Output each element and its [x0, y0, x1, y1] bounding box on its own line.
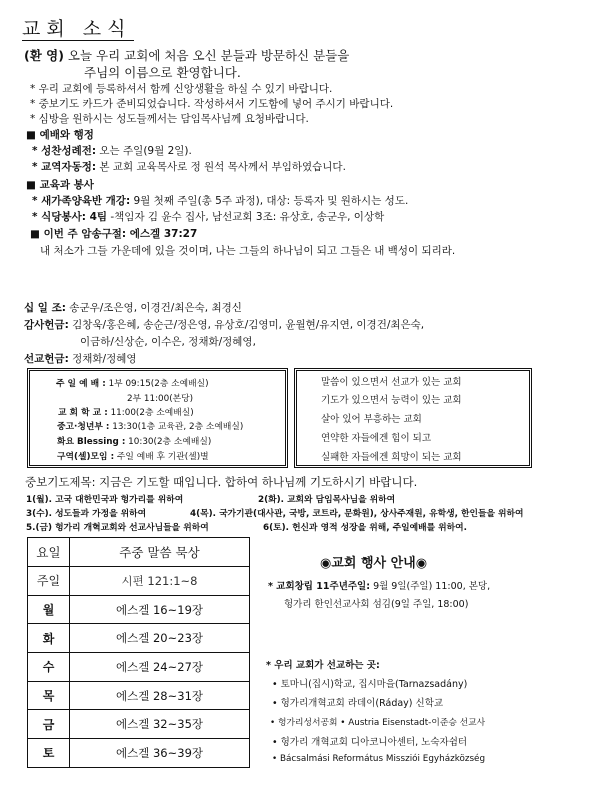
reading-cell: 시편 121:1~8 [70, 567, 250, 596]
schedule-value: 1부 09:15(2층 소예배실) [108, 379, 209, 389]
bible-reading-table [27, 537, 250, 768]
anniversary-text-2: 헝가리 한인선교사회 섬김(9일 주일, 18:00) [284, 599, 469, 610]
mission-offering-names: 정채화/정혜영 [72, 353, 137, 365]
welcome-line-1 [24, 46, 349, 64]
table-row [28, 595, 250, 624]
vision-line: 연약한 자들에겐 힘이 되고 [321, 433, 432, 444]
section-heading-education: ■ 교육과 봉사 [26, 179, 94, 191]
prayer-item: 4(목). 국가기관(대사관, 국방, 코트라, 문화원), 상사주재원, 유학생, 한인들을 위하여 [190, 509, 524, 519]
worship-item-text: 본 교회 교육목사로 정 원석 목사께서 부임하였습니다. [99, 161, 346, 173]
vision-line: 기도가 있으면서 능력이 있는 교회 [321, 395, 462, 406]
schedule-value: 주일 예배 후 기관(셀)별 [116, 452, 209, 462]
mission-item: • 헝가리 개혁교회 디아코니아센터, 노숙자쉼터 [272, 737, 468, 748]
schedule-value: 10:30(2층 소예배실) [128, 437, 212, 447]
reading-cell: 에스겔 20~23장 [70, 624, 250, 653]
mission-item: • 헝가리개혁교회 라데이(Ráday) 신학교 [272, 698, 444, 709]
schedule-value: 11:00(2층 소예배실) [110, 408, 194, 418]
worship-item-label: * 성찬성례전: [32, 145, 97, 157]
thanks-names-2: 이금하/신상순, 이수은, 정채화/정혜영, [80, 336, 256, 348]
section-heading-worship: ■ 예배와 행정 [26, 129, 94, 141]
worship-item-label: * 교역자동정: [32, 161, 97, 173]
reading-cell: 에스겔 32~35장 [70, 710, 250, 739]
welcome-bullet: * 중보기도 카드가 준비되었습니다. 작성하셔서 기도함에 넣어 주시기 바랍니다. [30, 98, 394, 110]
mission-item: • 헝가리성서공회 • Austria Eisenstadt-이준승 선교사 [270, 718, 486, 728]
reading-cell: 에스겔 36~39장 [70, 739, 250, 768]
day-cell: 화 [28, 624, 70, 653]
welcome-bullet: * 우리 교회에 등록하셔서 함께 신앙생활을 하실 수 있기 바랍니다. [30, 83, 333, 95]
anniversary-text: 9월 9일(주일) 11:00, 본당, [373, 581, 491, 592]
mission-offering-label: 선교헌금: [24, 353, 69, 365]
missions-title: * 우리 교회가 선교하는 곳: [266, 660, 380, 671]
thanks-names: 김창욱/홍은혜, 송순근/정은영, 유상호/김영미, 윤월현/유지연, 이경건/최은숙, [72, 319, 425, 331]
tithe-names: 송군우/조은영, 이경건/최은숙, 최경신 [69, 302, 242, 314]
mission-item: • 토마니(집시)학교, 집시마을(Tarnazsadány) [272, 679, 468, 690]
worship-item [32, 159, 346, 174]
reading-cell: 에스겔 28~31장 [70, 681, 250, 710]
welcome-text-2: 주님의 이름으로 환영합니다. [84, 65, 241, 80]
table-header-row [28, 538, 250, 567]
worship-item-text: 오는 주일(9월 2일). [99, 145, 192, 157]
reading-cell: 에스겔 16~19장 [70, 595, 250, 624]
schedule-label: 중고·청년부 : [57, 422, 110, 432]
table-row [28, 653, 250, 682]
column-header-reading: 주중 말씀 묵상 [70, 538, 250, 567]
welcome-text-1: 오늘 우리 교회에 처음 오신 분들과 방문하신 분들을 [67, 48, 350, 63]
day-cell: 월 [28, 595, 70, 624]
table-row [28, 710, 250, 739]
tithe-label: 십 일 조: [24, 302, 66, 314]
welcome-bullet: * 심방을 원하시는 성도들께서는 담임목사님께 요청바랍니다. [30, 113, 309, 125]
page-title: 교회 소식 [22, 18, 132, 40]
tithe-line [24, 300, 242, 315]
column-header-day: 요일 [28, 538, 70, 567]
education-item-label: * 식당봉사: 4팀 [32, 211, 108, 223]
table-row [28, 681, 250, 710]
schedule-row [57, 434, 211, 447]
education-item [32, 193, 408, 208]
mission-item: • Bácsalmási Református Missziói Egyházközség [272, 754, 486, 764]
prayer-item: 6(토). 헌신과 영적 성장을 위해, 주일예배를 위하여. [263, 523, 468, 533]
welcome-label: (환 영) [24, 48, 64, 63]
memory-verse-text: 내 처소가 그들 가운데에 있을 것이며, 나는 그들의 하나님이 되고 그들은 내 백성이 되리라. [40, 245, 456, 257]
day-cell: 주일 [28, 567, 70, 596]
table-row [28, 739, 250, 768]
education-item-text: -책임자 김 윤수 집사, 남선교회 3조: 유상호, 송군우, 이상학 [110, 211, 385, 223]
schedule-value: 2부 11:00(본당) [127, 394, 194, 404]
education-item [32, 209, 384, 224]
worship-item [32, 143, 192, 158]
education-item-label: * 새가족양육반 개강: [32, 195, 131, 207]
reading-cell: 에스겔 24~27장 [70, 653, 250, 682]
events-title: ◉교회 행사 안내◉ [320, 556, 428, 571]
anniversary-line [268, 578, 490, 592]
schedule-label: 구역(셀)모임 : [57, 452, 115, 462]
vision-line: 살아 있어 부흥하는 교회 [321, 414, 422, 425]
schedule-row [56, 376, 209, 389]
schedule-label: 교 회 학 교 : [58, 408, 108, 418]
education-item-text: 9월 첫째 주일(총 5주 과정), 대상: 등록자 및 원하시는 성도. [133, 195, 409, 207]
schedule-row [57, 449, 209, 462]
day-cell: 수 [28, 653, 70, 682]
prayer-item: 2(화). 교회와 담임목사님을 위하여 [258, 495, 396, 505]
schedule-label: 주 일 예 배 : [56, 379, 106, 389]
prayer-item: 5.(금) 헝가리 개혁교회와 선교사님들을 위하여 [26, 523, 209, 533]
schedule-value: 13:30(1층 교육관, 2층 소예배실) [112, 422, 244, 432]
vision-line: 말씀이 있으면서 선교가 있는 교회 [321, 377, 462, 388]
prayer-title: 중보기도제목: 지금은 기도할 때입니다. 합하여 하나님께 기도하시기 바랍니다. [25, 475, 418, 489]
schedule-row [57, 419, 243, 432]
mission-offering-line [24, 351, 137, 366]
vision-line: 실패한 자들에겐 희망이 되는 교회 [321, 452, 462, 463]
table-row [28, 567, 250, 596]
anniversary-label: * 교회창립 11주년주일: [268, 581, 371, 592]
thanks-line [24, 317, 424, 332]
schedule-row [58, 405, 194, 418]
memory-verse-heading: ■ 이번 주 암송구절: 에스겔 37:27 [30, 228, 198, 240]
thanks-label: 감사헌금: [24, 319, 69, 331]
day-cell: 목 [28, 681, 70, 710]
day-cell: 금 [28, 710, 70, 739]
prayer-item: 3(수). 성도들과 가정을 위하여 [26, 509, 147, 519]
prayer-item: 1(월). 고국 대한민국과 헝가리를 위하여 [26, 495, 184, 505]
day-cell: 토 [28, 739, 70, 768]
schedule-label: 화요 Blessing : [57, 437, 126, 447]
title-underline [22, 40, 134, 41]
table-row [28, 624, 250, 653]
